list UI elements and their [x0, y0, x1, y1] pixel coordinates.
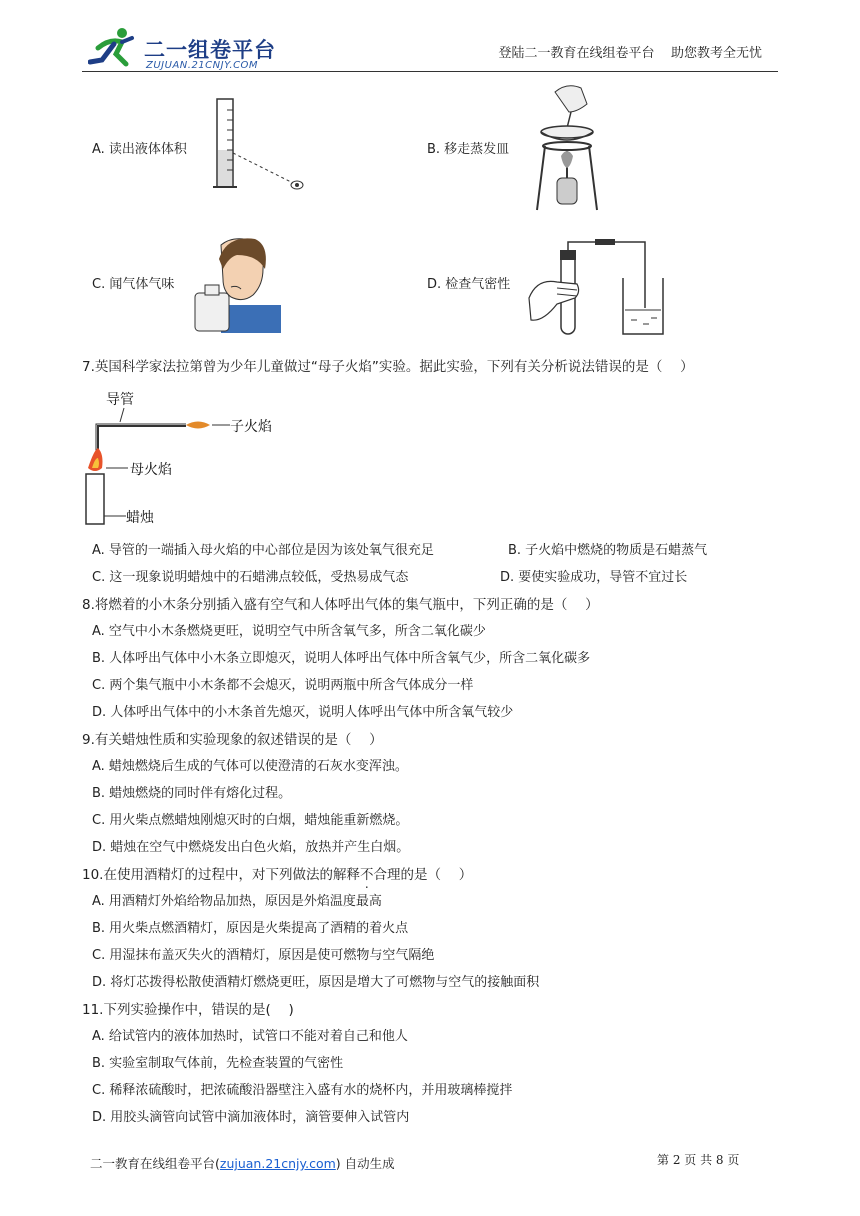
- q9-option-d: D. 蜡烛在空气中燃烧发出白色火焰，放热并产生白烟。: [92, 840, 410, 855]
- figure-label-mother: 母火焰: [130, 462, 172, 478]
- q7-option-b: B. 子火焰中燃烧的物质是石蜡蒸气: [508, 543, 708, 558]
- q10-stem-part1: 10.在使用酒精灯的过程中，对下列做法的解释: [82, 867, 360, 883]
- evaporating-dish-image: [527, 82, 607, 212]
- q6-option-d: D. 检查气密性: [427, 277, 511, 292]
- q10-option-a: A. 用酒精灯外焰给物品加热，原因是外焰温度最高: [92, 894, 382, 909]
- smelling-gas-image: [193, 235, 283, 335]
- q9-option-b: B. 蜡烛燃烧的同时伴有熔化过程。: [92, 786, 292, 801]
- header-divider: [82, 71, 778, 72]
- q8-option-b: B. 人体呼出气体中小木条立即熄灭，说明人体呼出气体中所含氧气少，所含二氧化碳多: [92, 651, 591, 666]
- q8-stem: 8.将燃着的小木条分别插入盛有空气和人体呼出气体的集气瓶中，下列正确的是（ ）: [82, 597, 599, 613]
- q8-option-c: C. 两个集气瓶中小木条都不会熄灭，说明两瓶中所含气体成分一样: [92, 678, 474, 693]
- q10-option-b: B. 用火柴点燃酒精灯，原因是火柴提高了酒精的着火点: [92, 921, 409, 936]
- q11-option-b: B. 实验室制取气体前，先检查装置的气密性: [92, 1056, 344, 1071]
- q11-option-a: A. 给试管内的液体加热时，试管口不能对着自己和他人: [92, 1029, 408, 1044]
- q11-option-c: C. 稀释浓硫酸时，把浓硫酸沿器壁注入盛有水的烧杯内，并用玻璃棒搅拌: [92, 1083, 513, 1098]
- figure-label-candle: 蜡烛: [126, 510, 154, 526]
- q9-option-c: C. 用火柴点燃蜡烛刚熄灭时的白烟，蜡烛能重新燃烧。: [92, 813, 409, 828]
- q7-option-d: D. 要使实验成功，导管不宜过长: [500, 570, 688, 585]
- figure-label-tube: 导管: [106, 392, 134, 408]
- q9-option-a: A. 蜡烛燃烧后生成的气体可以使澄清的石灰水变浑浊。: [92, 759, 408, 774]
- q10-option-c: C. 用湿抹布盖灭失火的酒精灯，原因是使可燃物与空气隔绝: [92, 948, 435, 963]
- mother-child-flame-figure: [80, 388, 290, 528]
- header: [82, 20, 778, 72]
- header-slogan: 登陆二一教育在线组卷平台 助您教考全无忧: [498, 46, 762, 61]
- logo-title: 二一组卷平台: [144, 38, 276, 62]
- q6-option-c: C. 闻气体气味: [92, 277, 175, 292]
- footer-suffix: ) 自动生成: [335, 1156, 395, 1171]
- footer-prefix: 二一教育在线组卷平台(: [90, 1156, 220, 1171]
- q7-option-c: C. 这一现象说明蜡烛中的石蜡沸点较低，受热易成气态: [92, 570, 409, 585]
- q9-stem: 9.有关蜡烛性质和实验现象的叙述错误的是（ ）: [82, 732, 383, 748]
- q10-stem-emphasis: 不: [359, 867, 374, 883]
- q11-stem: 11.下列实验操作中，错误的是( ): [82, 1002, 294, 1018]
- airtightness-check-image: [527, 238, 669, 338]
- page-number: 第 2 页 共 8 页: [657, 1153, 740, 1167]
- logo-subtitle: ZUJUAN.21CNJY.COM: [146, 60, 259, 71]
- q8-option-d: D. 人体呼出气体中的小木条首先熄灭，说明人体呼出气体中所含氧气较少: [92, 705, 514, 720]
- q6-option-a: A. 读出液体体积: [92, 142, 187, 157]
- graduated-cylinder-image: [205, 95, 315, 195]
- q11-option-d: D. 用胶头滴管向试管中滴加液体时，滴管要伸入试管内: [92, 1110, 410, 1125]
- figure-label-child: 子火焰: [230, 419, 272, 435]
- q10-stem-part2: 合理的是（ ）: [373, 867, 473, 883]
- footer-link[interactable]: zujuan.21cnjy.com: [219, 1156, 336, 1171]
- q8-option-a: A. 空气中小木条燃烧更旺，说明空气中所含氧气多，所含二氧化碳少: [92, 624, 486, 639]
- q7-stem: 7.英国科学家法拉第曾为少年儿童做过“母子火焰”实验。据此实验，下列有关分析说法错误的是（ ）: [82, 359, 694, 375]
- footer-source: [90, 1154, 395, 1172]
- q10-stem: [82, 866, 472, 884]
- runner-logo-icon: [88, 26, 136, 70]
- q10-option-d: D. 将灯芯拨得松散使酒精灯燃烧更旺，原因是增大了可燃物与空气的接触面积: [92, 975, 540, 990]
- q6-option-b: B. 移走蒸发皿: [427, 142, 510, 157]
- q7-option-a: A. 导管的一端插入母火焰的中心部位是因为该处氧气很充足: [92, 543, 434, 558]
